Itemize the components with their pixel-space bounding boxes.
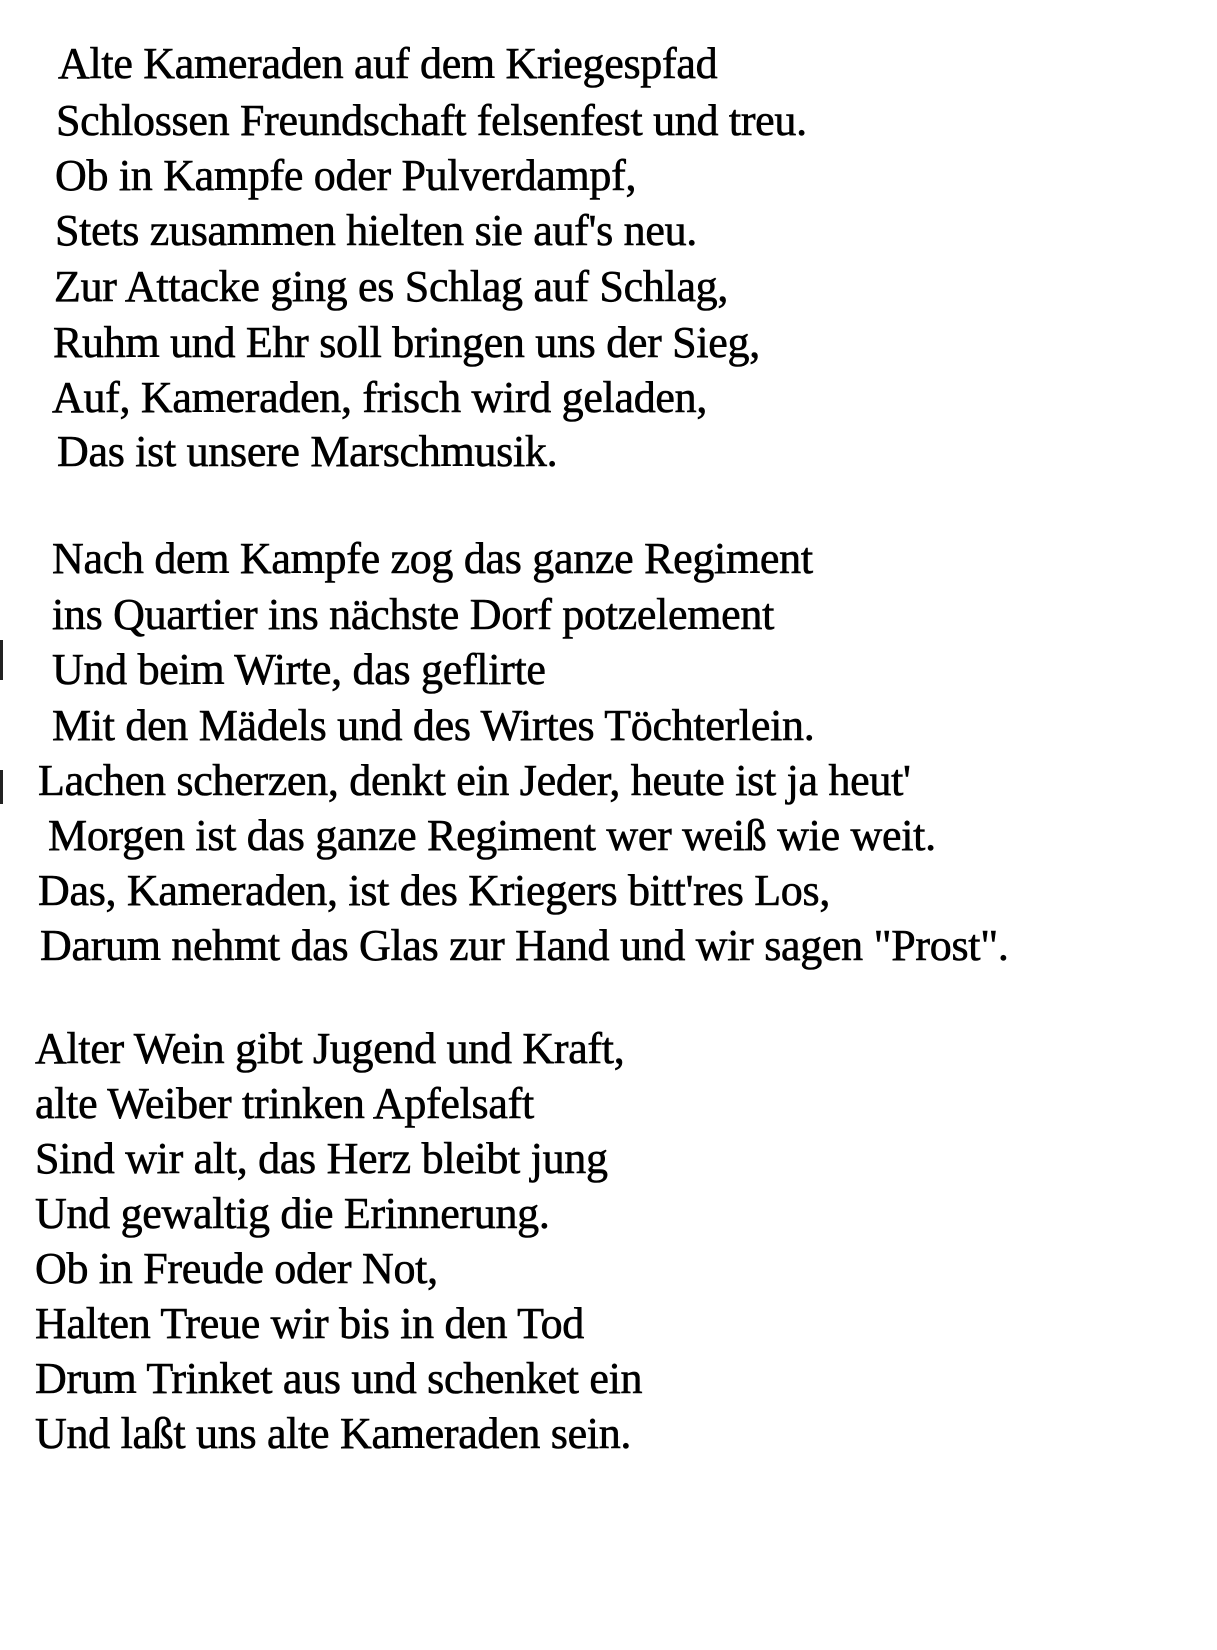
- poem-line: Mit den Mädels und des Wirtes Töchterlein.: [52, 701, 815, 750]
- poem-line: Ruhm und Ehr soll bringen uns der Sieg,: [53, 318, 760, 367]
- poem-line: Das, Kameraden, ist des Kriegers bitt'res Los,: [38, 866, 831, 915]
- scan-edge-mark: [0, 640, 3, 680]
- poem-line: Nach dem Kampfe zog das ganze Regiment: [52, 534, 813, 583]
- poem-line: Schlossen Freundschaft felsenfest und treu.: [56, 96, 807, 145]
- poem-line: Alter Wein gibt Jugend und Kraft,: [35, 1024, 625, 1073]
- poem-line: Und gewaltig die Erinnerung.: [35, 1189, 550, 1238]
- poem-line: Ob in Freude oder Not,: [35, 1244, 438, 1293]
- poem-line: Zur Attacke ging es Schlag auf Schlag,: [54, 262, 729, 311]
- poem-line: alte Weiber trinken Apfelsaft: [35, 1079, 534, 1128]
- poem-line: Und beim Wirte, das geflirte: [52, 645, 546, 694]
- poem-line: Und laßt uns alte Kameraden sein.: [35, 1409, 632, 1458]
- poem-line: ins Quartier ins nächste Dorf potzelement: [52, 590, 775, 639]
- poem-line: Sind wir alt, das Herz bleibt jung: [35, 1134, 608, 1183]
- poem-line: Drum Trinket aus und schenket ein: [35, 1354, 643, 1403]
- poem-line: Das ist unsere Marschmusik.: [57, 427, 558, 476]
- poem-line: Alte Kameraden auf dem Kriegespfad: [58, 39, 718, 88]
- scan-edge-mark: [0, 770, 3, 804]
- poem-line: Morgen ist das ganze Regiment wer weiß wie weit.: [48, 811, 936, 860]
- poem-line: Auf, Kameraden, frisch wird geladen,: [52, 373, 708, 422]
- poem-line: Halten Treue wir bis in den Tod: [35, 1299, 584, 1348]
- poem-line: Stets zusammen hielten sie auf's neu.: [55, 206, 698, 255]
- poem-line: Darum nehmt das Glas zur Hand und wir sagen "Prost".: [40, 921, 1009, 970]
- poem-line: Ob in Kampfe oder Pulverdampf,: [55, 151, 637, 200]
- poem-line: Lachen scherzen, denkt ein Jeder, heute ist ja heut': [38, 756, 911, 805]
